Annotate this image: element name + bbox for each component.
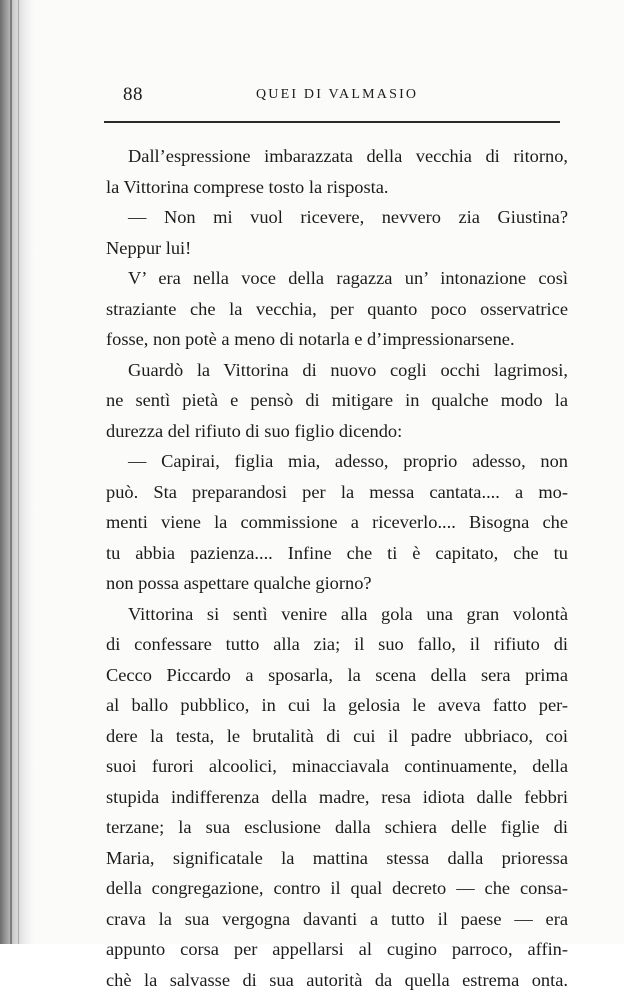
text-line: chè la salvasse di sua autorità da quella estrema onta.	[106, 965, 568, 995]
text-line: Neppur lui!	[106, 233, 568, 264]
text-line: stupida indifferenza della madre, resa idiota dalle febbri	[106, 782, 568, 813]
text-line: dere la testa, le brutalità di cui il padre ubbriaco, coi	[106, 721, 568, 752]
text-line: tu abbia pazienza.... Infine che ti è capitato, che tu	[106, 538, 568, 569]
text-line: Vittorina si sentì venire alla gola una gran volontà	[106, 599, 568, 630]
text-line: della congregazione, contro il qual decreto — che consa-	[106, 873, 568, 904]
text-line: di confessare tutto alla zia; il suo fallo, il rifiuto di	[106, 629, 568, 660]
text-line: la Vittorina comprese tosto la risposta.	[106, 172, 568, 203]
text-line: menti viene la commissione a riceverlo.... Bisogna che	[106, 507, 568, 538]
text-line: ne sentì pietà e pensò di mitigare in qualche modo la	[106, 385, 568, 416]
text-line: al ballo pubblico, in cui la gelosia le aveva fatto per-	[106, 690, 568, 721]
binding-shadow-line	[10, 0, 12, 944]
text-line: — Capirai, figlia mia, adesso, proprio adesso, non	[106, 446, 568, 477]
body-text	[106, 141, 568, 995]
running-title: QUEI DI VALMASIO	[256, 87, 418, 103]
header-rule	[104, 121, 560, 123]
text-line: appunto corsa per appellarsi al cugino parroco, affin-	[106, 934, 568, 965]
text-line: Maria, significatale la mattina stessa dalla prioressa	[106, 843, 568, 874]
text-line: Dall’espressione imbarazzata della vecchia di ritorno,	[106, 141, 568, 172]
text-line: — Non mi vuol ricevere, nevvero zia Giustina?	[106, 202, 568, 233]
page-binding-edge	[0, 0, 34, 944]
text-line: V’ era nella voce della ragazza un’ intonazione così	[106, 263, 568, 294]
text-line: non possa aspettare qualche giorno?	[106, 568, 568, 599]
text-line: straziante che la vecchia, per quanto poco osservatrice	[106, 294, 568, 325]
text-line: terzane; la sua esclusione dalla schiera delle figlie di	[106, 812, 568, 843]
page-header	[107, 84, 562, 110]
text-line: durezza del rifiuto di suo figlio dicendo:	[106, 416, 568, 447]
text-line: Cecco Piccardo a sposarla, la scena della sera prima	[106, 660, 568, 691]
text-line: può. Sta preparandosi per la messa cantata.... a mo-	[106, 477, 568, 508]
text-line: suoi furori alcoolici, minacciavala continuamente, della	[106, 751, 568, 782]
text-line: fosse, non potè a meno di notarla e d’impressionarsene.	[106, 324, 568, 355]
text-line: crava la sua vergogna davanti a tutto il paese — era	[106, 904, 568, 935]
text-line: Guardò la Vittorina di nuovo cogli occhi lagrimosi,	[106, 355, 568, 386]
page-number: 88	[123, 84, 143, 106]
binding-shadow-line-inner	[18, 0, 19, 944]
